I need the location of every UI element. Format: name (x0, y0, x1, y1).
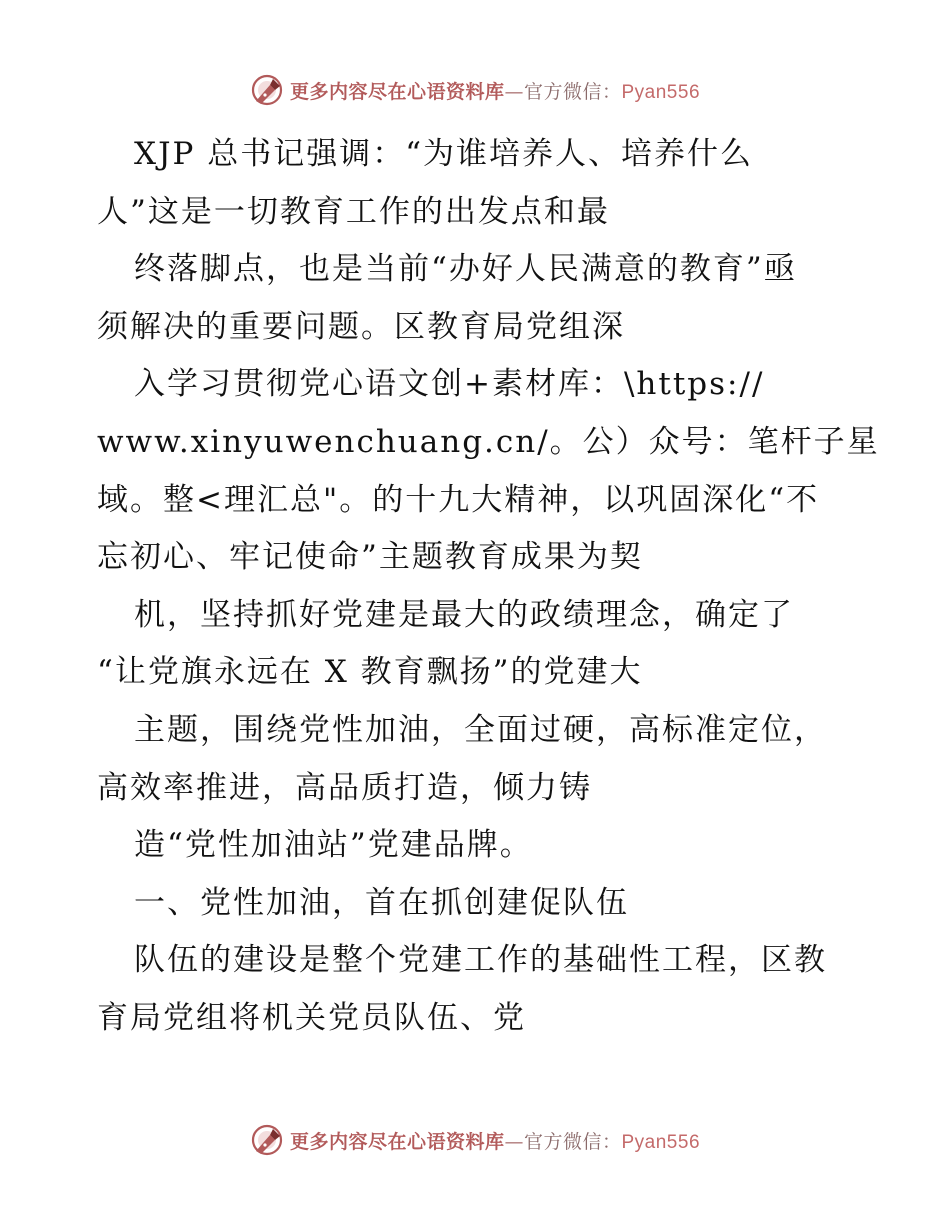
text-line-15: 队伍的建设是整个党建工作的基础性工程，区教 (134, 942, 827, 979)
text-line-8: 忘初心、牢记使命”主题教育成果为契 (97, 539, 643, 576)
banner-wechat-id: Pyan556 (621, 81, 701, 103)
footer-banner (0, 1120, 950, 1160)
text-line-1: XJP 总书记强调：“为谁培养人、培养什么 (134, 136, 754, 172)
text-line-2: 人”这是一切教育工作的出发点和最 (97, 193, 610, 230)
text-line-10: “让党旗永远在 X 教育飘扬”的党建大 (97, 654, 643, 691)
text-line-7: 域。整<理汇总"。的十九大精神，以巩固深化“不 (97, 481, 820, 518)
banner-dash: — (504, 1130, 524, 1153)
text-line-4: 须解决的重要问题。区教育局党组深 (97, 308, 625, 345)
banner-text (290, 77, 700, 104)
text-line-6: www.xinyuwenchuang.cn/。公）众号：笔杆子星 (97, 423, 880, 460)
text-line-3: 终落脚点，也是当前“办好人民满意的教育”亟 (134, 251, 797, 288)
text-line-9: 机，坚持抓好党建是最大的政绩理念，确定了 (134, 596, 794, 633)
banner-text (290, 1127, 700, 1154)
pen-nib-logo-icon (250, 73, 284, 107)
document-body (97, 126, 880, 1048)
section-heading: 一、党性加油，首在抓创建促队伍 (134, 884, 629, 921)
text-line-12: 高效率推进，高品质打造，倾力铸 (97, 769, 592, 806)
text-line-11: 主题，围绕党性加油，全面过硬，高标准定位， (134, 711, 827, 748)
banner-wechat-label: 官方微信： (523, 1130, 622, 1153)
banner-wechat-id: Pyan556 (621, 1131, 701, 1153)
banner-main-text: 更多内容尽在心语资料库 (289, 80, 505, 103)
text-line-16: 育局党组将机关党员队伍、党 (97, 999, 526, 1036)
text-line-5: 入学习贯彻党心语文创+素材库：\https:// (134, 366, 765, 403)
banner-dash: — (504, 80, 524, 103)
header-banner (0, 70, 950, 110)
banner-main-text: 更多内容尽在心语资料库 (289, 1130, 505, 1153)
text-line-13: 造“党性加油站”党建品牌。 (134, 827, 533, 864)
banner-wechat-label: 官方微信： (523, 80, 622, 103)
pen-nib-logo-icon (250, 1123, 284, 1157)
